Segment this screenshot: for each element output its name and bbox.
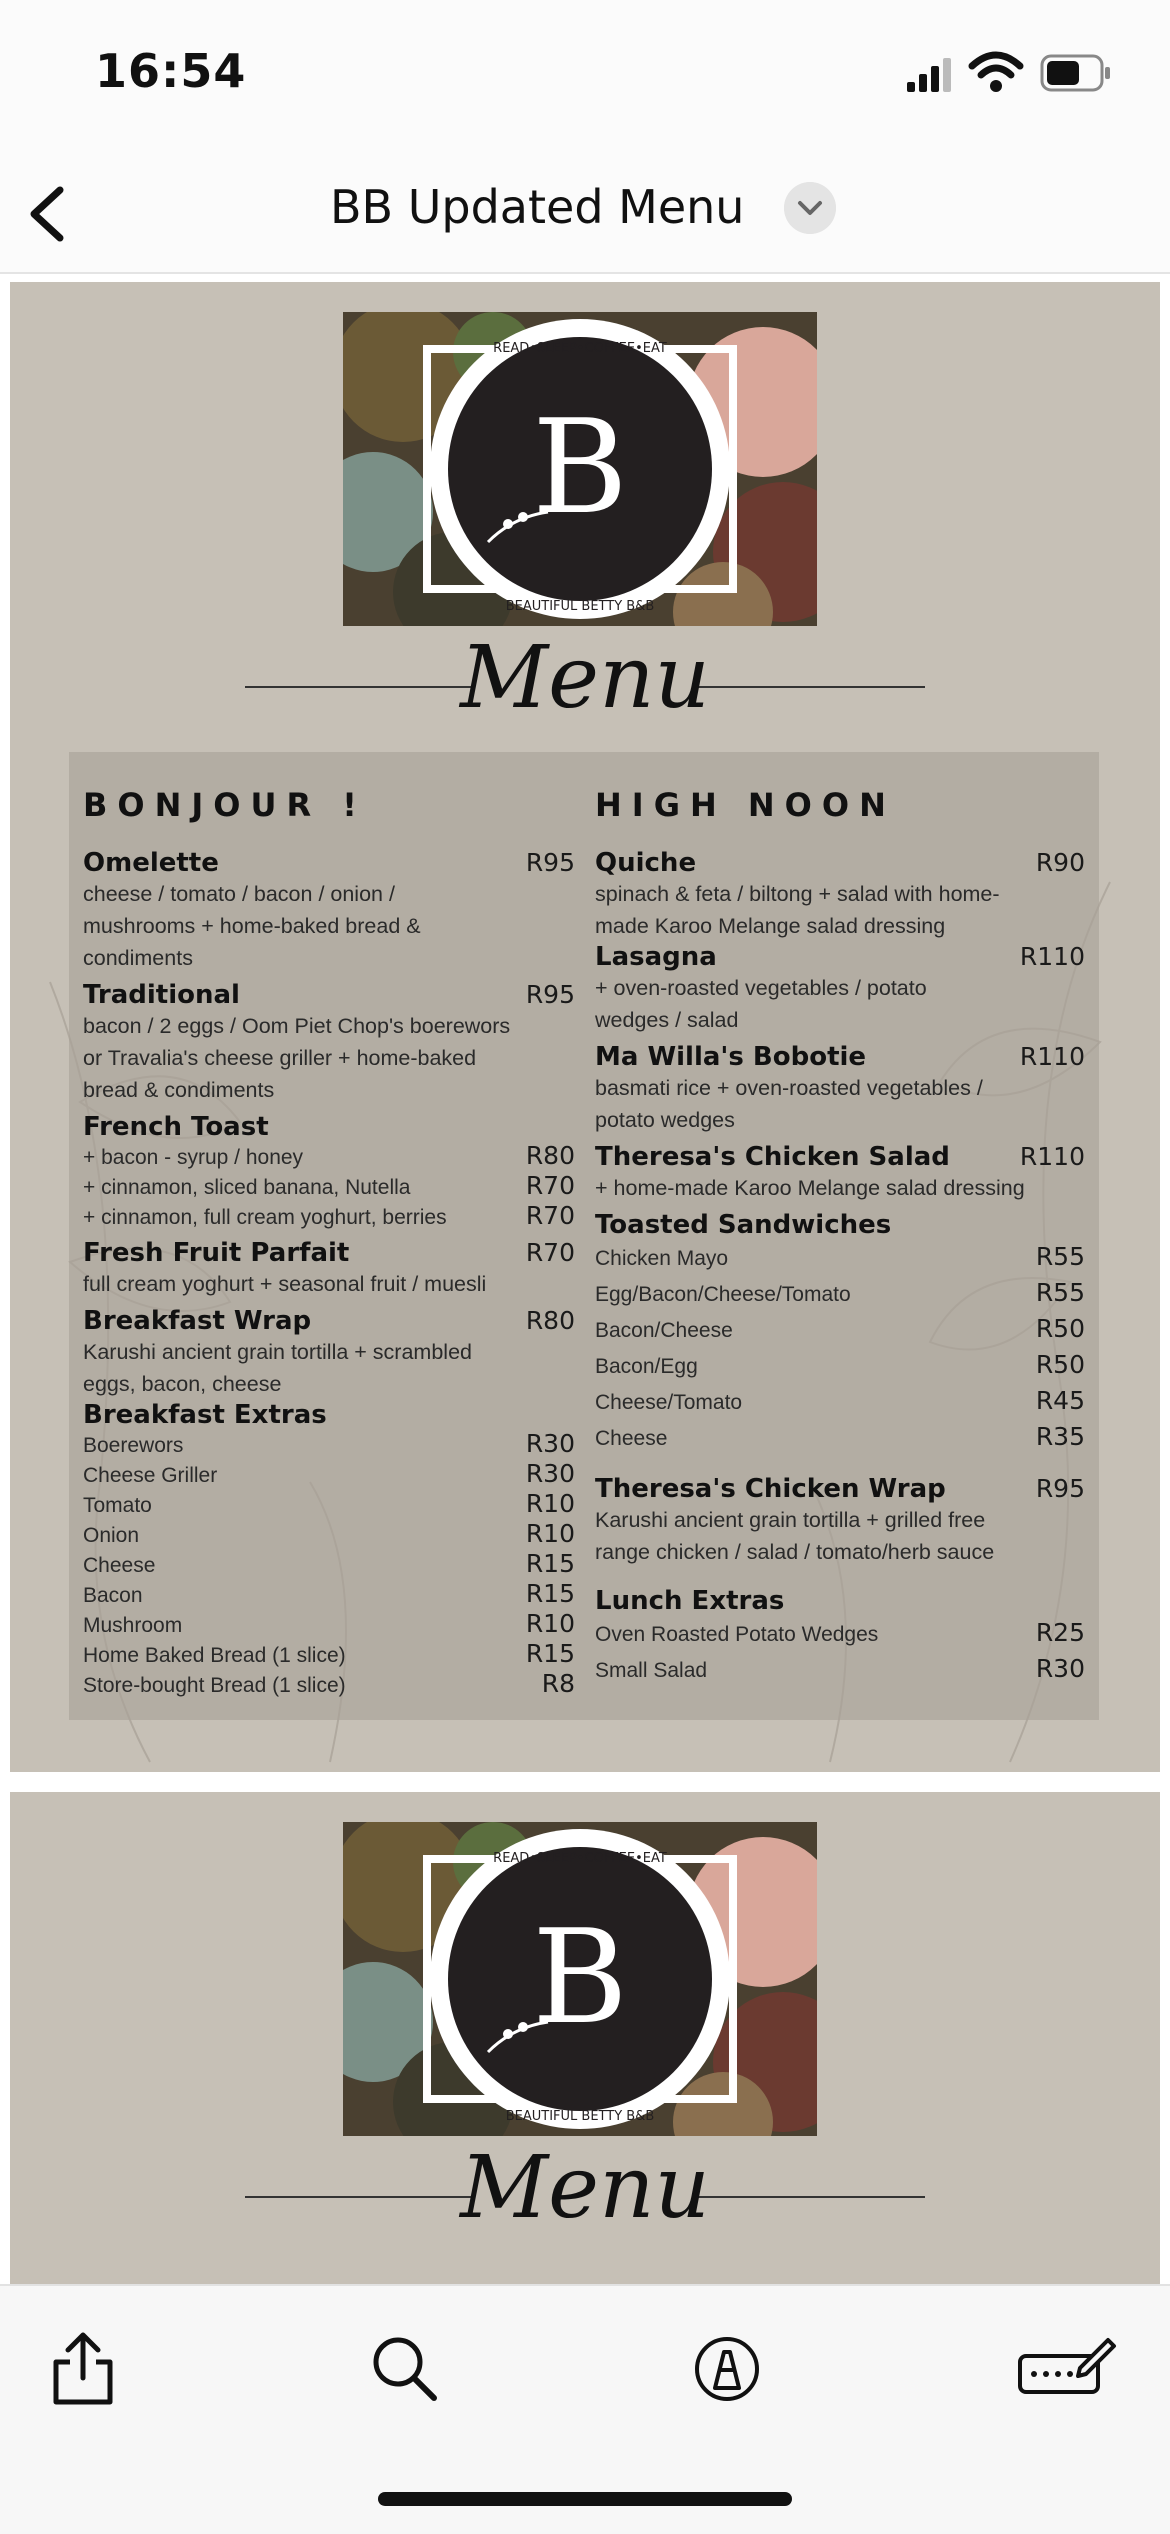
beautiful-betty-logo	[343, 1822, 817, 2136]
home-indicator[interactable]	[378, 2492, 792, 2506]
menu-item-chicken-wrap: Theresa's Chicken Wrap R95 Karushi ancient grain tortilla + grilled free range chicken / salad / tomato/herb sauce	[595, 1474, 1085, 1564]
menu-heading-text: Menu	[460, 2138, 710, 2238]
menu-item-toasted-sandwiches: Toasted Sandwiches Chicken Mayo R55 Egg/Bacon/Cheese/Tomato R55 Bacon/Cheese R50 Bacon/Egg R50 Cheese/Tomato R45 Cheese R35	[595, 1210, 1085, 1451]
menu-item-breakfast-wrap: Breakfast Wrap R80 Karushi ancient grain tortilla + scrambled eggs, bacon, cheese	[83, 1306, 575, 1396]
menu-item-chicken-salad: Theresa's Chicken Salad R110 + home-made Karoo Melange salad dressing	[595, 1142, 1085, 1200]
document-page-1	[10, 282, 1160, 1772]
status-bar	[0, 0, 1170, 150]
document-title[interactable]: BB Updated Menu	[330, 180, 745, 234]
share-icon[interactable]	[40, 2326, 126, 2412]
battery-icon	[1040, 54, 1112, 92]
beautiful-betty-logo	[343, 312, 817, 626]
logo-ring-top: READ•SLEEP•COFFEE•EAT	[493, 341, 667, 356]
logo-ring-top: READ•SLEEP•COFFEE•EAT	[493, 1851, 667, 1866]
menu-item-bobotie: Ma Willa's Bobotie R110 basmati rice + oven-roasted vegetables / potato wedges	[595, 1042, 1085, 1132]
cellular-signal-icon	[905, 56, 955, 92]
logo-ring-bottom: BEAUTIFUL BETTY B&B	[505, 599, 655, 614]
search-icon[interactable]	[362, 2326, 448, 2412]
menu-heading-text: Menu	[460, 628, 710, 728]
menu-item-lasagna: Lasagna R110 + oven-roasted vegetables / potato wedges / salad	[595, 942, 1085, 1032]
menu-item-french-toast: French Toast + bacon - syrup / honey R80 + cinnamon, sliced banana, Nutella R70 + cinnamon, full cream yoghurt, berries R70	[83, 1112, 575, 1230]
section-title-high-noon: HIGH NOON	[595, 786, 896, 824]
markup-icon[interactable]	[684, 2326, 770, 2412]
menu-item-breakfast-extras: Breakfast Extras Boerewors R30 Cheese Griller R30 Tomato R10 Onion R10 Cheese R15 Bacon R15 Mushroom R10 Home Baked Bread (1 slice) R15 Store-bought Bread (1 slice) R8	[83, 1400, 575, 1698]
wifi-icon	[968, 50, 1024, 94]
back-chevron-icon[interactable]	[18, 172, 78, 252]
breakfast-column	[83, 752, 575, 1700]
logo-letter: B	[532, 391, 628, 543]
menu-script-heading	[235, 627, 935, 747]
document-viewer[interactable]	[0, 274, 1170, 2284]
chevron-down-icon[interactable]	[784, 182, 836, 234]
lunch-column	[595, 752, 1085, 1688]
section-title-bonjour: BONJOUR !	[83, 786, 367, 824]
menu-item-fruit-parfait: Fresh Fruit Parfait R70 full cream yoghurt + seasonal fruit / muesli	[83, 1238, 575, 1296]
menu-item-omelette: Omelette R95 cheese / tomato / bacon / onion / mushrooms + home-baked bread & condiments	[83, 848, 575, 970]
status-time: 16:54	[95, 44, 247, 98]
edit-icon[interactable]	[1010, 2326, 1120, 2412]
menu-item-lunch-extras: Lunch Extras Oven Roasted Potato Wedges R25 Small Salad R30	[595, 1586, 1085, 1683]
logo-ring-bottom: BEAUTIFUL BETTY B&B	[505, 2109, 655, 2124]
navigation-bar	[0, 150, 1170, 274]
document-page-2	[10, 1792, 1160, 2284]
menu-script-heading	[235, 2137, 935, 2257]
menu-panel	[69, 752, 1099, 1720]
logo-letter: B	[532, 1901, 628, 2053]
menu-item-quiche: Quiche R90 spinach & feta / biltong + salad with home- made Karoo Melange salad dressing	[595, 848, 1085, 938]
menu-item-traditional: Traditional R95 bacon / 2 eggs / Oom Piet Chop's boerewors or Travalia's cheese griller + home-baked bread & condiments	[83, 980, 575, 1102]
